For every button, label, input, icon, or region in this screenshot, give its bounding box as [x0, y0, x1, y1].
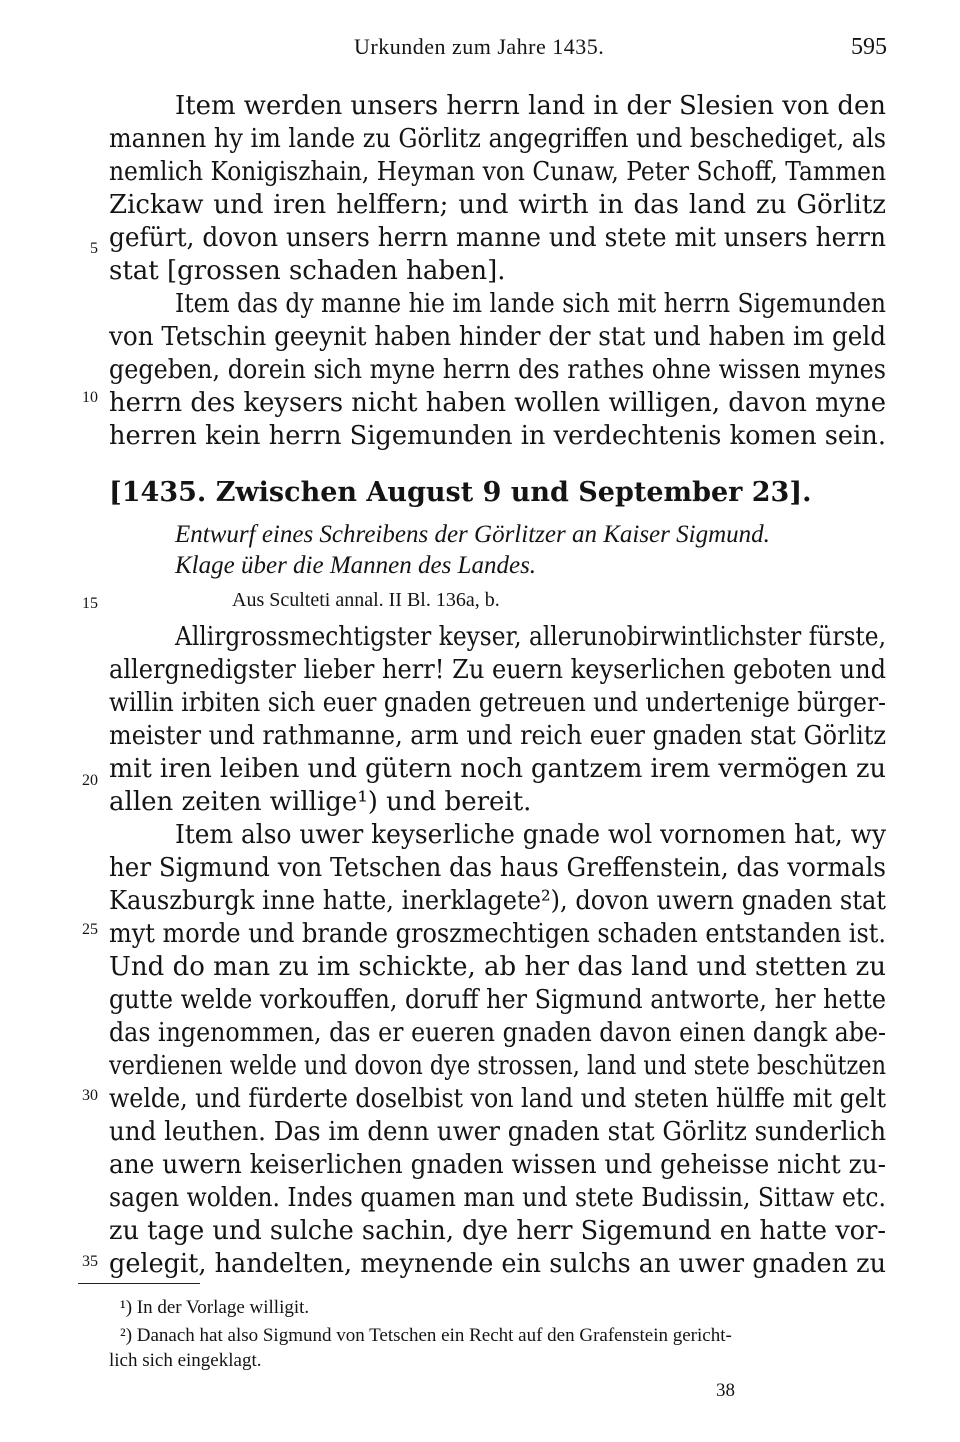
- document-summary: Entwurf eines Schreibens der Görlitzer an Kaiser Sigmund.: [175, 521, 770, 548]
- text-line: welde, und fürderte doselbist von land und steten hülffe mit gelt: [109, 1084, 886, 1114]
- page-header: [0, 34, 960, 70]
- page-number: 595: [851, 34, 887, 60]
- document-heading: [1435. Zwischen August 9 und September 23].: [109, 477, 812, 508]
- line-number: 35: [82, 1253, 98, 1270]
- footnote-2: ²) Danach hat also Sigmund von Tetschen ein Recht auf den Grafenstein gericht-: [120, 1325, 732, 1346]
- line-number: 5: [90, 240, 98, 257]
- text-line: gegeben, dorein sich myne herrn des rathes ohne wissen mynes: [109, 355, 886, 385]
- source-reference: Aus Sculteti annal. II Bl. 136a, b.: [232, 589, 500, 611]
- footnote-divider: [78, 1283, 200, 1284]
- line-number: 10: [82, 389, 98, 406]
- footnote-2-continued: lich sich eingeklagt.: [109, 1350, 262, 1371]
- text-line: herrn des keysers nicht haben wollen willigen, davon myne: [109, 388, 886, 418]
- text-line: Item werden unsers herrn land in der Slesien von den: [175, 91, 886, 121]
- text-line: her Sigmund von Tetschen das haus Greffenstein, das vormals: [109, 853, 886, 883]
- text-line: verdienen welde und dovon dye strossen, land und stete beschützen: [109, 1051, 886, 1081]
- text-line: und leuthen. Das im denn uwer gnaden stat Görlitz sunderlich: [109, 1117, 886, 1147]
- text-line: gelegit, handelten, meynende ein sulchs an uwer gnaden zu: [109, 1249, 886, 1279]
- text-line: zu tage und sulche sachin, dye herr Sigemund en hatte vor-: [109, 1216, 886, 1246]
- line-number: 30: [82, 1087, 98, 1104]
- text-line: gutte welde vorkouffen, doruff her Sigmund antworte, her hette: [109, 985, 886, 1015]
- text-line: Zickaw und iren helffern; und wirth in das land zu Görlitz: [109, 190, 886, 220]
- text-line: herren kein herrn Sigemunden in verdechtenis komen sein.: [109, 421, 886, 451]
- text-line: mit iren leiben und gütern noch gantzem irem vermögen zu: [109, 754, 886, 784]
- line-number: 20: [82, 772, 98, 789]
- text-line: Kauszburgk inne hatte, inerklagete²), dovon uwern gnaden stat: [109, 886, 886, 916]
- text-line: gefürt, dovon unsers herrn manne und stete mit unsers herrn: [109, 223, 886, 253]
- text-line: von Tetschin geeynit haben hinder der stat und haben im geld: [109, 322, 886, 352]
- text-line: mannen hy im lande zu Görlitz angegriffen und beschediget, als: [109, 124, 886, 154]
- text-line: ane uwern keiserlichen gnaden wissen und geheisse nicht zu-: [109, 1150, 886, 1180]
- text-line: willin irbiten sich euer gnaden getreuen und undertenige bürger-: [109, 688, 886, 718]
- text-line: sagen wolden. Indes quamen man und stete Budissin, Sittaw etc.: [109, 1183, 886, 1213]
- footnote-1: ¹) In der Vorlage willigit.: [120, 1297, 310, 1318]
- text-line: nemlich Konigiszhain, Heyman von Cunaw, Peter Schoff, Tammen: [109, 157, 886, 187]
- text-line: myt morde und brande groszmechtigen schaden entstanden ist.: [109, 919, 886, 949]
- text-line: allen zeiten willige¹) und bereit.: [109, 787, 532, 817]
- text-line: meister und rathmanne, arm und reich euer gnaden stat Görlitz: [109, 721, 886, 751]
- line-number: 15: [82, 595, 98, 612]
- text-line: Allirgrossmechtigster keyser, allerunobirwintlichster fürste,: [175, 622, 886, 652]
- line-number: 25: [82, 921, 98, 938]
- text-line: allergnedigster lieber herr! Zu euern keyserlichen geboten und: [109, 655, 886, 685]
- running-head: Urkunden zum Jahre 1435.: [354, 34, 605, 59]
- text-line: Item also uwer keyserliche gnade wol vornomen hat, wy: [175, 820, 886, 850]
- text-line: Und do man zu im schickte, ab her das land und stetten zu: [109, 952, 886, 982]
- text-line: Item das dy manne hie im lande sich mit herrn Sigemunden: [175, 289, 886, 319]
- signature-mark: 38: [716, 1380, 735, 1401]
- text-line: stat [grossen schaden haben].: [109, 256, 506, 286]
- text-line: das ingenommen, das er eueren gnaden davon einen dangk abe-: [109, 1018, 886, 1048]
- document-summary: Klage über die Mannen des Landes.: [175, 552, 537, 579]
